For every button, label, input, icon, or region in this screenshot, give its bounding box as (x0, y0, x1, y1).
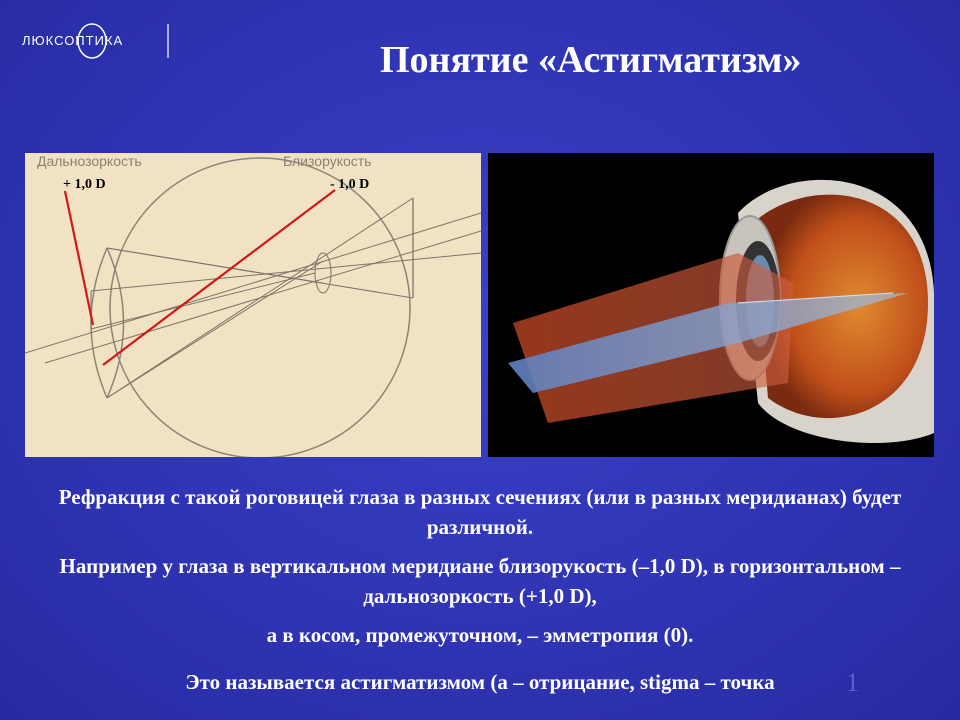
refraction-diagram (25, 153, 481, 457)
eye-cross-section-icon (488, 153, 934, 457)
paragraph-example: Например у глаза в вертикальном меридиане близорукость (–1,0 D), в горизонтальном – дальнозоркость (+1,0 D), (59, 554, 901, 608)
page-title: Понятие «Астигматизм» (380, 39, 802, 81)
minus-power-label: - 1,0 D (330, 177, 370, 192)
eye-cross-section-image (488, 153, 934, 457)
logo-text: ЛЮКСОПТИКА (22, 33, 124, 48)
paragraph-definition: Это называется астигматизмом (а – отрицание, stigma – точка (185, 670, 775, 694)
company-logo (22, 20, 172, 62)
paragraph-refraction: Рефракция с такой роговицей глаза в разных сечениях (или в разных меридианах) будет различной. (58, 485, 902, 539)
plus-power-label: + 1,0 D (63, 177, 106, 192)
hyperopia-label: Дальнозоркость (37, 153, 142, 169)
paragraph-oblique: а в косом, промежуточном, – эмметропия (0). (266, 623, 694, 647)
slide-number: 1 (846, 668, 859, 697)
refraction-diagram-drawing (25, 153, 481, 457)
myopia-label: Близорукость (283, 153, 372, 169)
